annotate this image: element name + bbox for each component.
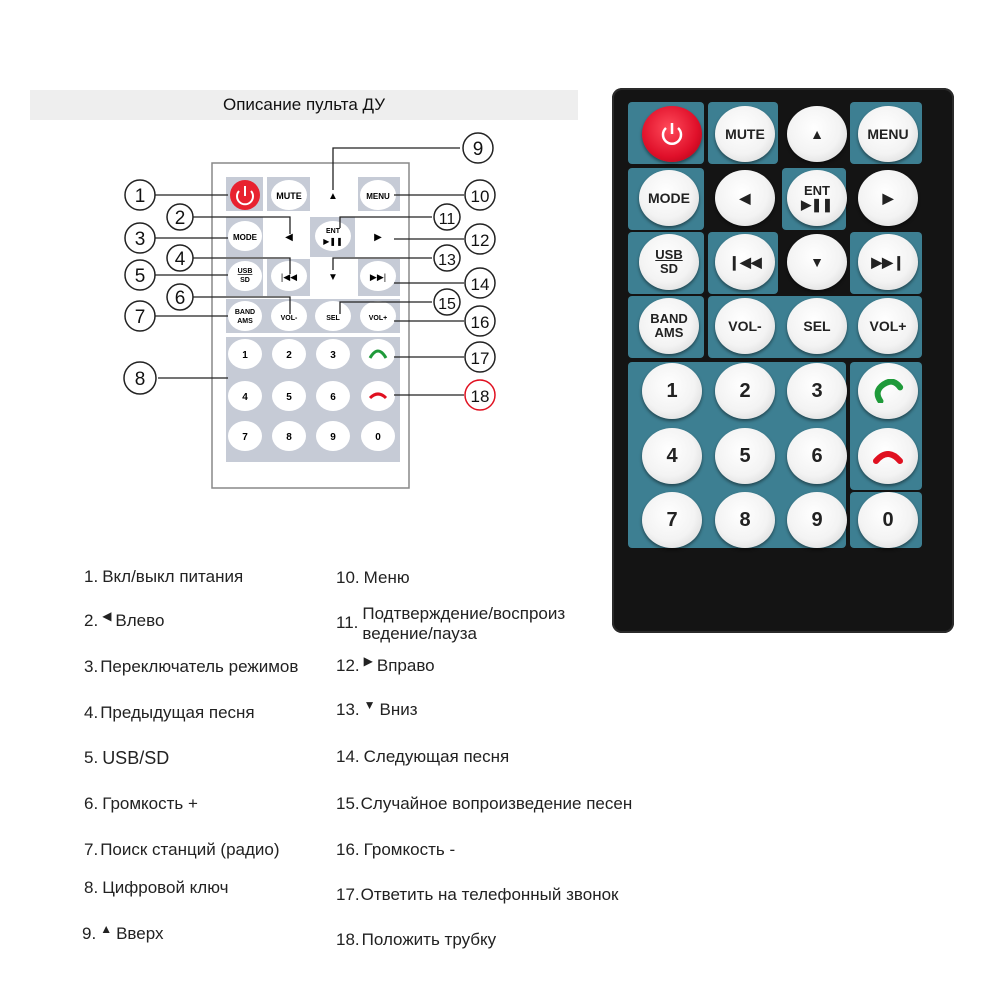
remote-diagram: [0, 0, 600, 560]
right-button[interactable]: [858, 170, 918, 226]
diagram-ent-label: ENT: [326, 228, 340, 235]
digit-2-button[interactable]: 2: [715, 363, 775, 419]
diagram-left-icon: ◀: [285, 232, 293, 243]
callout-18: 18: [470, 387, 490, 406]
callout-6: 6: [174, 288, 186, 309]
right-triangle-icon: ▶: [363, 654, 373, 668]
diagram-sd-label: SD: [240, 277, 250, 284]
diagram-digit-3-label: 3: [330, 350, 336, 361]
diagram-usb-sd-button: [228, 261, 262, 291]
diagram-band-button: [228, 301, 262, 331]
diagram-down-icon: ▼: [328, 272, 338, 283]
legend-item-15: 15. Случайное вопроизведение песен: [336, 794, 633, 813]
usb-sd-button[interactable]: [639, 234, 699, 290]
page-title: Описание пульта ДУ: [223, 95, 385, 114]
callout-17: 17: [470, 349, 490, 368]
hang-up-phone-icon: [872, 445, 904, 467]
power-button[interactable]: [642, 106, 702, 162]
legend-item-14: 14. Следующая песня: [336, 747, 510, 766]
legend-item-3: 3. Переключатель режимов: [84, 657, 299, 676]
ent-label: ENT: [804, 183, 830, 199]
digit-1-button[interactable]: 1: [642, 363, 702, 419]
callout-10: 10: [470, 187, 490, 206]
callout-11: 11: [438, 211, 456, 228]
select-button[interactable]: SEL: [787, 298, 847, 354]
callout-12: 12: [470, 231, 490, 250]
diagram-digit-2-label: 2: [286, 350, 292, 361]
answer-call-button[interactable]: [858, 363, 918, 419]
digit-4-button[interactable]: 4: [642, 428, 702, 484]
up-triangle-icon: ▲: [100, 922, 113, 936]
down-icon: ▼: [810, 253, 824, 270]
callout-13: 13: [438, 252, 456, 269]
diagram-up-icon: ▲: [328, 191, 338, 202]
answer-phone-icon: [872, 379, 904, 403]
digit-0-button[interactable]: 0: [858, 492, 918, 548]
legend-item-6: 6. Громкость +: [84, 794, 198, 813]
callout-5: 5: [134, 266, 146, 287]
legend-item-5: 5. USB/SD: [84, 748, 170, 768]
diagram-mute-label: MUTE: [276, 191, 302, 201]
previous-track-icon: ❙◀◀: [728, 253, 762, 270]
next-track-icon: ▶▶❙: [871, 253, 905, 270]
callout-16: 16: [470, 313, 490, 332]
legend-item-2: 2. ◀ Влево: [84, 609, 165, 630]
right-icon: ▶: [882, 189, 894, 206]
usb-label: USB: [655, 247, 683, 263]
band-ams-button[interactable]: [639, 298, 699, 354]
down-button[interactable]: [787, 234, 847, 290]
diagram-prev-icon: |◀◀: [280, 272, 298, 282]
diagram-digit-7-label: 7: [242, 432, 248, 443]
diagram-digit-0-label: 0: [375, 432, 381, 443]
legend-item-9: 9. ▲ Вверх: [82, 922, 164, 943]
power-icon: [659, 121, 685, 147]
hang-up-button[interactable]: [858, 428, 918, 484]
diagram-hangup-button: [361, 381, 395, 411]
digit-8-button[interactable]: 8: [715, 492, 775, 548]
digit-5-button[interactable]: 5: [715, 428, 775, 484]
legend-item-13: 13. ▼ Вниз: [336, 698, 418, 719]
left-triangle-icon: ◀: [102, 609, 112, 623]
diagram-digit-5-label: 5: [286, 392, 292, 403]
callout-2: 2: [174, 208, 186, 229]
legend-item-16: 16. Громкость -: [336, 840, 456, 859]
diagram-ent-button: [315, 221, 351, 251]
diagram-digit-8-label: 8: [286, 432, 292, 443]
diagram-sel-label: SEL: [326, 315, 340, 322]
volume-down-button[interactable]: VOL-: [715, 298, 775, 354]
band-label: BAND: [650, 311, 688, 327]
menu-button[interactable]: MENU: [858, 106, 918, 162]
up-icon: ▲: [810, 125, 824, 142]
play-pause-icon: ▶❚❚: [801, 197, 833, 212]
diagram-vol-plus-label: VOL+: [368, 315, 388, 322]
volume-up-button[interactable]: VOL+: [858, 298, 918, 354]
diagram-band-label: BAND: [234, 309, 256, 316]
diagram-ams-label: AMS: [237, 318, 253, 325]
callout-8: 8: [134, 369, 146, 390]
legend-item-11: 11. Подтверждение/воспроиз ведение/пауза: [336, 604, 566, 644]
legend-item-12: 12. ▶ Вправо: [336, 654, 435, 675]
legend-item-18: 18. Положить трубку: [336, 930, 497, 949]
digit-7-button[interactable]: 7: [642, 492, 702, 548]
mute-button[interactable]: MUTE: [715, 106, 775, 162]
diagram-answer-call-button: [361, 339, 395, 369]
digit-9-button[interactable]: 9: [787, 492, 847, 548]
digit-6-button[interactable]: 6: [787, 428, 847, 484]
diagram-right-icon: ▶: [374, 232, 382, 243]
previous-track-button[interactable]: [715, 234, 775, 290]
remote-photo: [612, 88, 954, 633]
legend-item-4: 4. Предыдущая песня: [84, 703, 255, 722]
legend-item-1: 1. Вкл/выкл питания: [84, 567, 244, 586]
ent-play-pause-button[interactable]: [787, 170, 847, 226]
callout-1: 1: [134, 186, 146, 207]
diagram-usb-label: USB: [237, 268, 253, 275]
down-triangle-icon: ▼: [363, 698, 376, 712]
diagram-vol-minus-label: VOL-: [280, 315, 298, 322]
diagram-digit-1-label: 1: [242, 350, 248, 361]
callout-4: 4: [174, 249, 186, 270]
legend-item-8: 8. Цифровой ключ: [84, 878, 229, 897]
callout-9: 9: [472, 139, 484, 160]
diagram-play-pause-icon: ▶❚❚: [323, 237, 343, 246]
left-button[interactable]: [715, 170, 775, 226]
ams-label: AMS: [654, 325, 684, 340]
callout-7: 7: [134, 307, 146, 328]
digit-3-button[interactable]: 3: [787, 363, 847, 419]
callout-3: 3: [134, 229, 146, 250]
callout-14: 14: [470, 275, 490, 294]
diagram-next-icon: ▶▶|: [369, 272, 387, 282]
legend-item-10: 10. Меню: [336, 568, 410, 587]
sd-label: SD: [659, 261, 679, 276]
callout-15: 15: [438, 296, 456, 313]
up-button[interactable]: [787, 106, 847, 162]
mode-button[interactable]: MODE: [639, 170, 699, 226]
diagram-mode-label: MODE: [233, 233, 257, 242]
next-track-button[interactable]: [858, 234, 918, 290]
diagram-digit-9-label: 9: [330, 432, 336, 443]
left-icon: ◀: [739, 189, 751, 206]
diagram-digit-6-label: 6: [330, 392, 336, 403]
diagram-menu-label: MENU: [366, 192, 390, 201]
legend-item-7: 7. Поиск станций (радио): [84, 840, 280, 859]
legend-item-17: 17. Ответить на телефонный звонок: [336, 885, 619, 904]
diagram-digit-4-label: 4: [242, 392, 248, 403]
